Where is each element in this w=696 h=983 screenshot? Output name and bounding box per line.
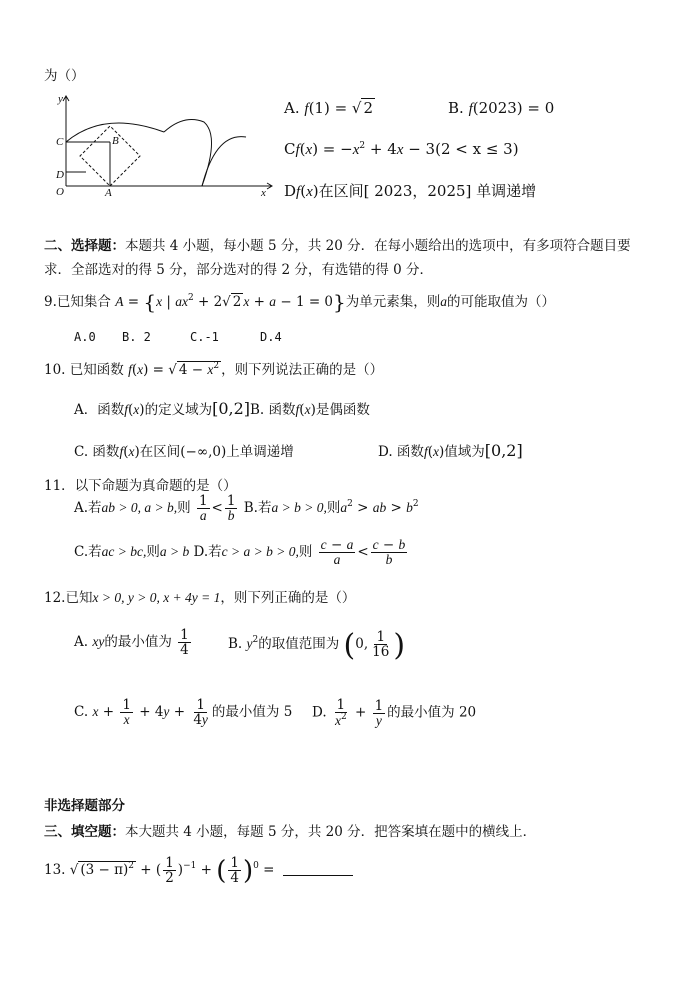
q10-c-text: 在区间 xyxy=(139,444,181,460)
q8-c-prefix: C xyxy=(284,140,296,158)
section2-text1: 本题共 4 小题，每小题 5 分，共 20 分．在每小题给出的选项中，有多项符合题目要 xyxy=(125,238,631,254)
q12-pre: 已知 xyxy=(65,590,93,606)
section2-line1 xyxy=(44,234,631,258)
q9-option-d: D.4 xyxy=(260,330,282,344)
q12-option-c: C. x + $\frac{1}{x}$ + 4y + $\frac{1}{4y}$ 的最小值为 5 xyxy=(74,697,293,729)
q9-option-a: A.0 xyxy=(74,330,96,344)
q10-b-prefix: B. 函数 xyxy=(250,402,296,418)
q8-b-value: 2023 xyxy=(478,99,517,117)
q9-option-c: C.-1 xyxy=(190,330,219,344)
q10-c-text2: 上单调递增 xyxy=(226,444,294,460)
q10-stem: 10. 已知函数 f(x) = √ $4 - x^2$ ，则下列说法正确的是（） xyxy=(44,361,384,378)
label-c: C xyxy=(56,136,64,148)
q10-b-text: 是偶函数 xyxy=(315,402,370,418)
q11-a-cond: ab > 0, a > b, xyxy=(101,500,178,516)
q12-option-d: D. $\frac{1}{x^2}$ + $\frac{1}{y}$ 的最小值为 20 xyxy=(312,697,477,729)
function-graph-figure xyxy=(44,92,276,196)
q11-c-prefix: C.若 xyxy=(74,544,102,561)
q13-num: 13. xyxy=(44,862,66,879)
q10-option-c: C. 函数f(x)在区间(−∞,0)上单调递增 xyxy=(74,444,294,460)
question-fragment: 为（） xyxy=(44,68,85,84)
q11-b-then: 则 xyxy=(326,500,341,517)
q8-a-prefix: A. xyxy=(284,99,300,117)
q11-options-ab: A.若ab > 0, a > b,则 $\frac{1}{a}$ < $\frac{1}{b}$ B.若a > b > 0,则$a^2$ > ab > $b^2$ xyxy=(74,493,419,524)
q12-c-prefix: C. xyxy=(74,704,89,721)
q8-d-prefix: D xyxy=(284,182,297,200)
section3-text: 本大题共 4 小题，每题 5 分，共 20 分．把答案填在题中的横线上． xyxy=(125,824,537,840)
q11-d-cond: c > a > b > 0, xyxy=(221,544,299,560)
q11-options-cd: C.若ac > bc,则a > b D.若c > a > b > 0,则 $\frac{c - a}{a}$ < $\frac{c - b}{b}$ xyxy=(74,537,406,568)
q12-d-prefix: D. xyxy=(312,704,327,721)
q12-stem xyxy=(44,586,355,606)
q10-options-ab: A．函数f(x)的定义域为[0,2]B. 函数f(x)是偶函数 xyxy=(74,399,370,418)
q9-post: 为单元素集，则 xyxy=(345,294,441,310)
q10-pre: 已知函数 xyxy=(69,362,124,378)
q11-num: 11． xyxy=(44,478,75,494)
q10-c-interval: (−∞,0) xyxy=(180,444,227,460)
q11-stem-text: 以下命题为真命题的是（） xyxy=(74,478,237,494)
q10-num: 10. xyxy=(44,362,66,378)
q11-a-prefix: A.若 xyxy=(74,500,102,517)
q9-pre: 已知集合 xyxy=(56,294,111,310)
q10-d-text: 值域为 xyxy=(444,444,485,460)
arc-3 xyxy=(202,137,246,186)
q11-c-concl: a > b xyxy=(159,544,190,560)
q11-b-prefix: B.若 xyxy=(243,500,272,517)
q8-option-c: $Cf(x) = -x^2 + 4x - 3(2 < x \le 3)$ xyxy=(284,140,519,158)
q12-a-prefix: A. xyxy=(74,634,89,651)
q10-a-prefix: A．函数 xyxy=(74,402,125,418)
q12-d-text: 的最小值为 20 xyxy=(387,704,477,721)
q8-b-prefix: B. xyxy=(448,99,464,117)
q10-d-interval: [0,2] xyxy=(484,441,523,460)
q13-answer-blank[interactable] xyxy=(283,863,353,876)
q9-post2: 的可能取值为（） xyxy=(447,294,555,310)
q12-b-prefix: B. xyxy=(228,636,243,652)
q9-stem: 9.已知集合 A = {x | $ax^2 + 2√$ 2 x + a − 1 = 0}为单元素集，则a的可能取值为（） xyxy=(44,290,555,314)
label-o: O xyxy=(56,186,64,196)
section2-line2: 求．全部选对的得 5 分，部分选对的得 2 分，有选错的得 0 分． xyxy=(44,262,434,278)
q12-num: 12. xyxy=(44,590,66,606)
label-d: D xyxy=(56,169,64,181)
q12-c-text: 的最小值为 5 xyxy=(211,704,293,721)
q8-d-text: 在区间[ 2023，2025] 单调递增 xyxy=(318,182,537,200)
label-a: A xyxy=(105,187,112,196)
label-b: B xyxy=(112,135,119,147)
q10-d-prefix: D. 函数 xyxy=(378,444,424,460)
label-y: y xyxy=(58,93,63,105)
q8-option-a: A. f(1) = √ 2 xyxy=(284,99,374,117)
q10-a-text: 的定义域为 xyxy=(144,402,213,418)
q9-option-b: B. 2 xyxy=(122,330,151,344)
q8-option-d: Df(x)在区间[ 2023，2025] 单调递增 xyxy=(284,182,537,200)
section3-line xyxy=(44,820,536,840)
label-x: x xyxy=(261,187,266,196)
q12-cond: x > 0, y > 0, x + 4y = 1 xyxy=(92,590,221,605)
q8-c-condition: (2 < x ≤ 3) xyxy=(435,140,519,158)
q12-option-b: B. $y^2$的取值范围为 (0, $\frac{1}{16}$ ) xyxy=(228,628,406,663)
q10-post: ，则下列说法正确的是（） xyxy=(221,362,384,378)
q8-b-rhs: 0 xyxy=(544,99,555,117)
q11-c-cond: ac > bc, xyxy=(101,544,147,560)
q10-a-interval: [0,2] xyxy=(212,399,251,418)
q11-a-then: 则 xyxy=(177,500,191,517)
q12-b-text: 的取值范围为 xyxy=(258,636,340,652)
q9-num: 9. xyxy=(44,294,57,310)
q8-option-b: B. f(2023) = 0 xyxy=(448,99,555,117)
q11-d-then: 则 xyxy=(298,544,313,561)
q12-post: ，则下列正确的是（） xyxy=(220,590,356,606)
section2-title: 二、选择题： xyxy=(44,238,125,254)
q11-d-prefix: D.若 xyxy=(193,544,222,561)
q12-a-text: 的最小值为 xyxy=(104,634,172,651)
q10-c-prefix: C. 函数 xyxy=(74,444,120,460)
q11-c-then: 则 xyxy=(146,544,160,561)
q11-b-cond: a > b > 0, xyxy=(271,500,327,516)
q12-option-a: A. xy的最小值为 $\frac{1}{4}$ xyxy=(74,627,189,659)
q13-stem: 13. √ $(3 - \pi)^2$ + ( $\frac{1}{2}$ )$^{-1}$ + ( $\frac{1}{4}$ )$^0$ = xyxy=(44,856,353,886)
q10-option-d: D. 函数f(x)值域为[0,2] xyxy=(378,441,523,460)
part-title: 非选择题部分 xyxy=(44,798,125,814)
section3-title: 三、填空题： xyxy=(44,824,125,840)
q11-stem xyxy=(44,474,237,494)
